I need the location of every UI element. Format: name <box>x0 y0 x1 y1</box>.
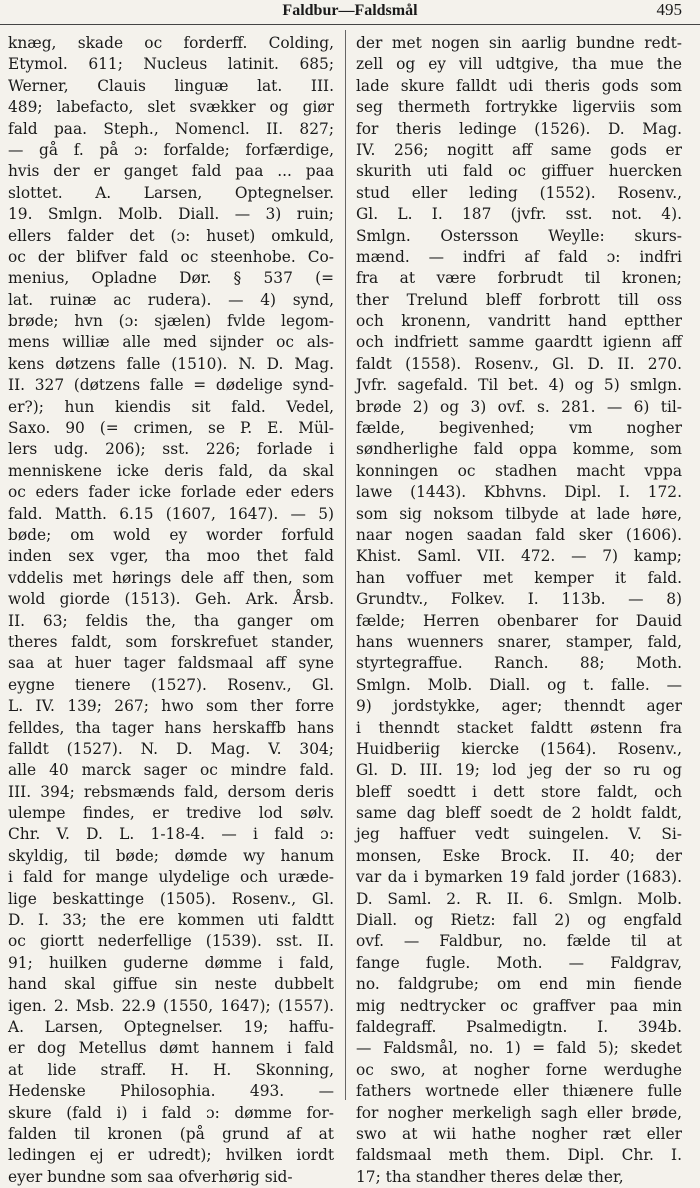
text-line: lawe (1443). Kbhvns. Dipl. I. 172. <box>356 483 682 502</box>
text-line: II. 63; feldis the, tha ganger om <box>8 611 334 630</box>
text-line: IV. 256; nogitt aff same gods er <box>356 140 682 159</box>
text-line: bøde; om wold ey worder forfuld <box>8 525 334 544</box>
header-rule <box>0 24 700 25</box>
text-line: — Faldsmål, no. 1) = fald 5); skedet <box>356 1039 682 1058</box>
text-line: vddelis met hørings dele aff then, som <box>8 568 334 587</box>
text-line: falldt (1527). N. D. Mag. V. 304; <box>8 739 334 758</box>
text-line: mens williæ alle med sijnder oc als- <box>8 333 334 352</box>
text-line: inden sex vger, tha moo thet fald <box>8 547 334 566</box>
text-line: er dog Metellus dømt hannem i fald <box>8 1039 334 1058</box>
text-line: felldes, tha tager hans herskaffb hans <box>8 718 334 737</box>
text-line: ellers falder det (ɔ: huset) omkuld, <box>8 226 334 245</box>
text-line: skure (fald i) i fald ɔ: dømme for- <box>8 1103 334 1122</box>
text-line: II. 327 (døtzens falle = dødelige synd- <box>8 376 334 395</box>
text-line: brøde; hvn (ɔ: sjælen) fvlde legom- <box>8 312 334 331</box>
text-line: knæg, skade oc forderff. Colding, <box>8 34 334 52</box>
text-line: oc der blifver fald oc steenhobe. Co- <box>8 247 334 266</box>
text-line: A. Larsen, Optegnelser. 19; haffu- <box>8 1017 334 1036</box>
text-line: III. 394; rebsmænds fald, dersom deris <box>8 782 334 801</box>
text-line: for nogher merkeligh sagh eller brøde, <box>356 1103 682 1122</box>
text-line: Khist. Saml. VII. 472. — 7) kamp; <box>356 547 682 566</box>
page-number: 495 <box>656 0 682 19</box>
text-line: mænd. — indfri af fald ɔ: indfri <box>356 247 682 266</box>
text-line: L. IV. 139; 267; hwo som ther forre <box>8 697 334 716</box>
text-line: mig nedtrycker oc graffver paa min <box>356 996 682 1015</box>
text-line: Grundtv., Folkev. I. 113b. — 8) <box>356 590 682 609</box>
text-line: Jvfr. sagefald. Til bet. 4) og 5) smlgn. <box>356 376 682 395</box>
text-line: lade skure falldt udi theris gods som <box>356 76 682 95</box>
text-line: och kronenn, vandritt hand eptther <box>356 312 682 331</box>
text-line: naar nogen saadan fald sker (1606). <box>356 525 682 544</box>
text-line: D. I. 33; the ere kommen uti faldtt <box>8 911 334 930</box>
text-line: 91; huilken guderne dømme i fald, <box>8 953 334 972</box>
text-line: Werner, Clauis linguæ lat. III. <box>8 76 334 95</box>
text-line: D. Saml. 2. R. II. 6. Smlgn. Molb. <box>356 889 682 908</box>
text-line: faldegraff. Psalmedigtn. I. 394b. <box>356 1017 682 1036</box>
text-line: Hedenske Philosophia. 493. — <box>8 1082 334 1101</box>
text-line: same dag bleff soedt de 2 holdt faldt, <box>356 804 682 823</box>
text-line: der met nogen sin aarlig bundne redt- <box>356 34 682 52</box>
text-line: 17; tha standher theres delæ ther, <box>356 1167 624 1186</box>
text-line: ledingen ej er udredt); hvilken iordt <box>8 1146 334 1165</box>
text-line: Chr. V. D. L. 1-18-4. — i fald ɔ: <box>8 825 334 844</box>
text-line: oc eders fader icke forlade eder eders <box>8 483 334 502</box>
text-line: Gl. L. I. 187 (jvfr. sst. not. 4). <box>356 205 682 224</box>
text-line: fælde, begivenhed; vm nogher <box>356 419 682 438</box>
text-line: zell og ey vill udtgive, tha mue the <box>356 55 682 74</box>
text-line: ovf. — Faldbur, no. fælde til at <box>356 932 682 951</box>
text-line: brøde 2) og 3) ovf. s. 281. — 6) til- <box>356 397 682 416</box>
text-line: at lide straff. H. H. Skonning, <box>8 1060 334 1079</box>
text-line: ther Trelund bleff forbrott till oss <box>356 290 682 309</box>
text-line: i fald for mange ulydelige och urædе- <box>8 868 334 887</box>
text-line: lige beskattinge (1505). Rosenv., Gl. <box>8 889 334 908</box>
text-line: monsen, Eske Brock. II. 40; der <box>356 846 682 865</box>
text-line: fathers wortnede eller thiænere fulle <box>356 1082 682 1101</box>
text-line: som sig noksom tilbyde at lade høre, <box>356 504 682 523</box>
text-line: swo at wii hathe nogher ræt eller <box>356 1124 682 1143</box>
text-line: konningen oc stadhen macht vppa <box>356 461 682 480</box>
text-line: stud eller leding (1552). Rosenv., <box>356 183 682 202</box>
text-line: hvis der er ganget fald paa ... paa <box>8 162 334 181</box>
text-line: Gl. D. III. 19; lod jeg der so ru og <box>356 761 682 780</box>
text-line: for theris ledinge (1526). D. Mag. <box>356 119 682 138</box>
text-line: hans wuenners snarer, stamper, fald, <box>356 632 682 651</box>
text-line: bleff soedtt i dett store faldt, och <box>356 782 682 801</box>
running-head: Faldbur—Faldsmål <box>282 2 418 19</box>
text-line: jeg haffuer vedt suingelen. V. Si- <box>356 825 682 844</box>
text-line: menius, Opladne Dør. § 537 (= <box>8 269 334 288</box>
text-line: saa at huer tager faldsmaal aff syne <box>8 654 334 673</box>
text-line: kens døtzens falle (1510). N. D. Mag. <box>8 354 334 373</box>
text-line: falden til kronen (på grund af at <box>8 1124 334 1143</box>
text-line: fald. Matth. 6.15 (1607, 1647). — 5) <box>8 504 334 523</box>
text-line: 19. Smlgn. Molb. Diall. — 3) ruin; <box>8 205 334 224</box>
text-line: han voffuer met kemper it fald. <box>356 568 682 587</box>
text-line: no. faldgrube; om end min fiende <box>356 975 682 994</box>
text-line: 489; labefacto, slet svækker og giør <box>8 98 334 117</box>
text-line: theres faldt, som forskrefuet stander, <box>8 632 334 651</box>
text-line: Smlgn. Molb. Diall. og t. falle. — <box>356 675 682 694</box>
text-line: menniskene icke deris fald, da skal <box>8 461 334 480</box>
text-line: oc swo, at nogher forne werdughe <box>356 1060 682 1079</box>
text-line: seg thermeth fortrykke ligerviis som <box>356 98 682 117</box>
left-column <box>8 33 334 1186</box>
text-line: skyldig, til bøde; dømde wy hanum <box>8 846 334 865</box>
text-line: eyer bundne som saa ofverhørig sid- <box>8 1167 293 1186</box>
text-line: faldsmaal meth them. Dipl. Chr. I. <box>356 1146 682 1165</box>
column-divider <box>345 30 346 1100</box>
text-line: hand skal giffue sin neste dubbelt <box>8 975 334 994</box>
text-line: ulempe findes, er tredive lod sølv. <box>8 804 334 823</box>
text-line: Etymol. 611; Nucleus latinit. 685; <box>8 55 334 74</box>
page-header <box>0 0 700 30</box>
text-line: — gå f. på ɔ: forfalde; forfærdige, <box>8 140 334 159</box>
text-line: eygne tienere (1527). Rosenv., Gl. <box>8 675 334 694</box>
right-column <box>356 33 682 1186</box>
text-line: skurith uti fald oc giffuer huercken <box>356 162 682 181</box>
text-line: fald paa. Steph., Nomencl. II. 827; <box>8 119 334 138</box>
text-line: igen. 2. Msb. 22.9 (1550, 1647); (1557). <box>8 996 334 1015</box>
text-line: fra at være forbrudt til kronen; <box>356 269 682 288</box>
text-line: faldt (1558). Rosenv., Gl. D. II. 270. <box>356 354 682 373</box>
text-line: styrtegraffue. Ranch. 88; Moth. <box>356 654 682 673</box>
text-line: fange fugle. Moth. — Faldgrav, <box>356 953 682 972</box>
text-line: i thenndt stacket faldtt østenn fra <box>356 718 682 737</box>
text-line: lers udg. 206); sst. 226; forlade i <box>8 440 334 459</box>
text-line: oc giortt nederfellige (1539). sst. II. <box>8 932 334 951</box>
text-line: lat. ruinæ ac rudera). — 4) synd, <box>8 290 334 309</box>
text-line: slottet. A. Larsen, Optegnelser. <box>8 183 334 202</box>
text-line: Saxo. 90 (= crimen, se P. E. Mül- <box>8 419 334 438</box>
text-line: søndherlighe fald oppa komme, som <box>356 440 682 459</box>
text-line: och indfriett samme gaardtt igienn aff <box>356 333 682 352</box>
text-line: 9) jordstykke, ager; thenndt ager <box>356 697 682 716</box>
text-line: alle 40 marck sager oc mindre fald. <box>8 761 334 780</box>
text-line: Huidberiig kiercke (1564). Rosenv., <box>356 739 682 758</box>
text-line: Smlgn. Ostersson Weylle: skurs- <box>356 226 682 245</box>
text-line: er?); hun kiendis sit fald. Vedel, <box>8 397 334 416</box>
text-line: Diall. og Rietz: fall 2) og engfald <box>356 911 682 930</box>
text-line: fælde; Herren obenbarer for Dauid <box>356 611 682 630</box>
text-line: wold giorde (1513). Geh. Ark. Årsb. <box>8 590 334 609</box>
text-line: var da i bymarken 19 fald jorder (1683). <box>356 868 682 887</box>
